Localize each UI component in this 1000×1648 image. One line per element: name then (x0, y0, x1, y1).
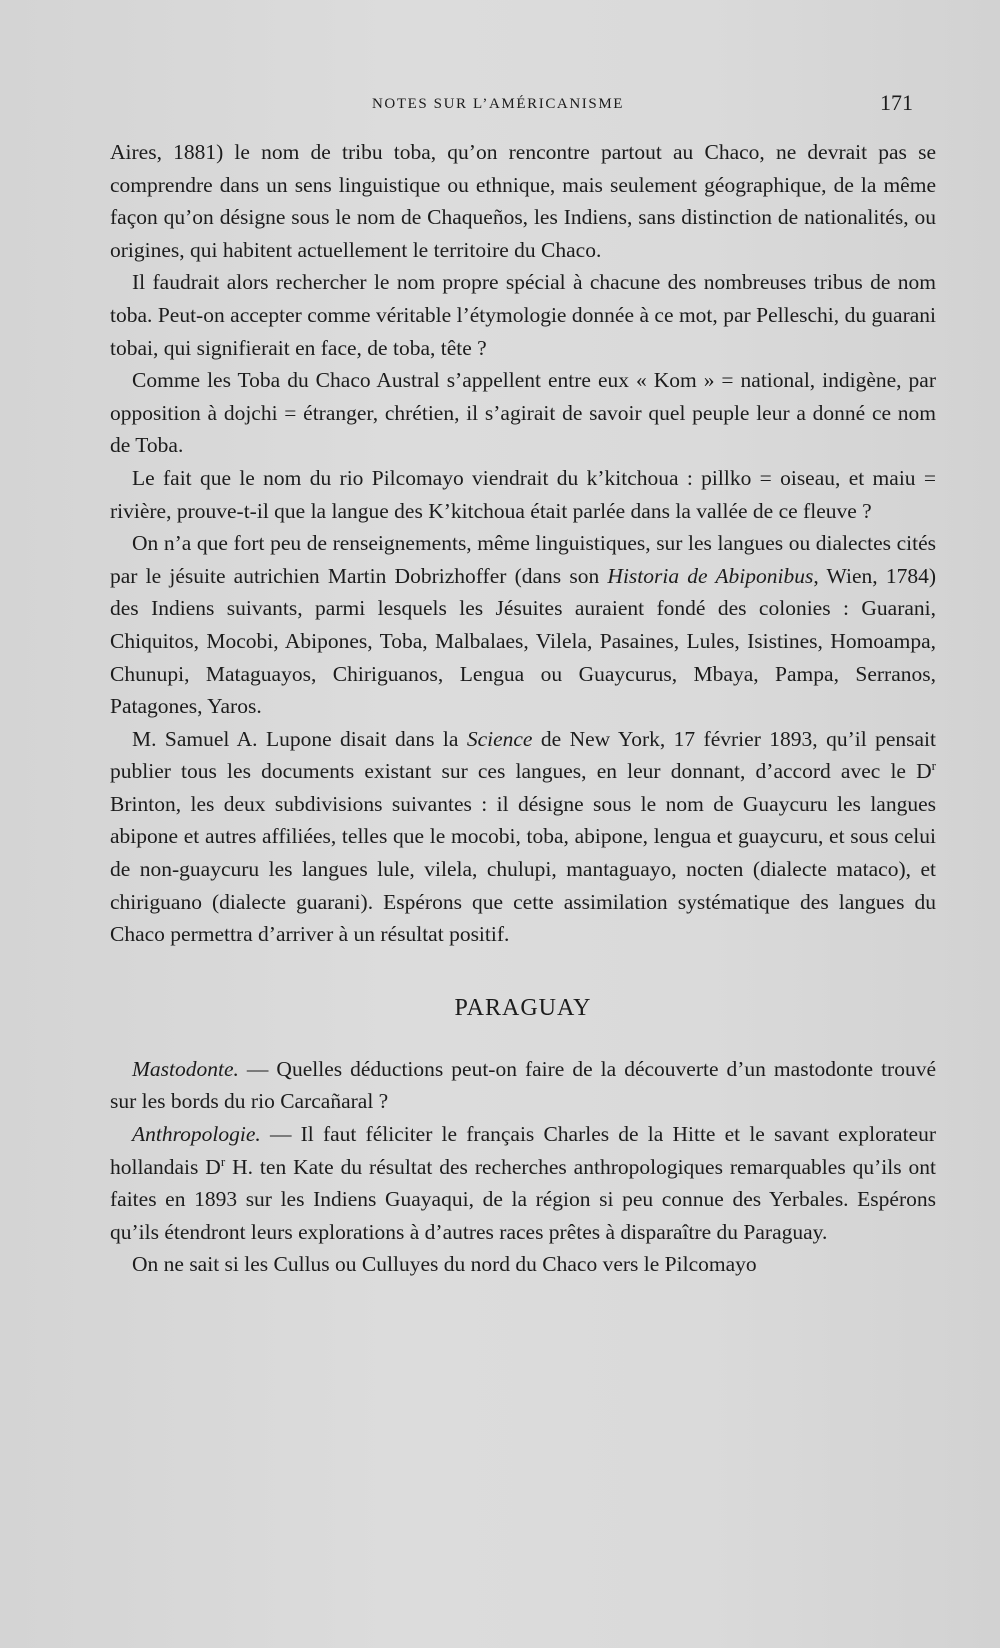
paragraph-text: — Quelles déductions peut-on faire de la découverte d’un mastodonte trouvé sur les bords du rio Carcañaral ? (110, 1056, 936, 1114)
run-in-heading: Mastodonte. (132, 1056, 239, 1081)
page-body (110, 136, 936, 1281)
page-number: 171 (880, 90, 913, 115)
book-title: Historia de Abiponibus (607, 563, 814, 588)
paragraph-text: H. ten Kate du résultat des recherches anthropologiques remarquables qu’ils ont faites en 1893 sur les Indiens Guayaqui, de la région si peu connue des Yerbales. Espérons qu’ils étendront leurs explorations à d’autres races prêtes à disparaître du Paraguay. (110, 1154, 936, 1244)
run-in-heading: Anthropologie. (132, 1122, 261, 1147)
paragraph-dobrizhoffer (110, 527, 936, 723)
journal-title: Science (466, 726, 533, 751)
page-header (0, 90, 1000, 118)
paragraph-kom: Comme les Toba du Chaco Austral s’appellent entre eux « Kom » = national, indigène, par opposition à dojchi = étranger, chrétien, il s’agirait de savoir quel peuple leur a donné ce nom de Toba. (110, 368, 936, 458)
paragraph-continued: Aires, 1881) le nom de tribu toba, qu’on rencontre partout au Chaco, ne devrait pas se comprendre dans un sens linguistique ou ethnique, mais seulement géographique, de la même façon qu’on désigne sous le nom de Chaqueños, les Indiens, sans distinction de nationalités, ou origines, qui habitent actuellement le territoire du Chaco. (110, 140, 936, 262)
paragraph-mastodonte (110, 1053, 936, 1118)
paragraph-text: , Wien, 1784) des Indiens suivants, parmi lesquels les Jésuites auraient fondé des colonies : Guarani, Chiquitos, Mocobi, Abipones, Toba, Malbalaes, Vilela, Pasaines, Lules, Isistines, Homoampa, Chunupi, Mataguayos, Chiriguanos, Lengua ou Guaycurus, Mbaya, Pampa, Serranos, Patagones, Yaros. (110, 563, 936, 719)
section-title: PARAGUAY (454, 994, 592, 1021)
paragraph-text: de New York, 17 février 1893, qu’il pensait publier tous les documents existant sur ces langues, en leur donnant, d’accord avec le D (110, 726, 936, 784)
paragraph-etymology: Il faudrait alors rechercher le nom propre spécial à chacune des nombreuses tribus de nom toba. Peut-on accepter comme véritable l’étymologie donnée à ce mot, par Pelleschi, du guarani tobai, qui signifierait en face, de toba, tête ? (110, 270, 936, 360)
paragraph-anthropologie (110, 1118, 936, 1248)
paragraph-text: — Il faut féliciter le français Charles de la Hitte et le savant explorateur hollandais D (110, 1122, 936, 1179)
paragraph-cullus: On ne sait si les Cullus ou Culluyes du nord du Chaco vers le Pilcomayo (132, 1252, 757, 1277)
superscript: r (220, 1153, 226, 1169)
paragraph-text: On n’a que fort peu de renseignements, même linguistiques, sur les langues ou dialectes cités par le jésuite autrichien Martin Dobrizhoffer (dans son (110, 531, 936, 588)
paragraph-pilcomayo: Le fait que le nom du rio Pilcomayo viendrait du k’kitchoua : pillko = oiseau, et maiu = rivière, prouve-t-il que la langue des K’kitchoua était parlée dans la vallée de ce fleuve ? (110, 465, 936, 523)
paragraph-text: Brinton, les deux subdivisions suivantes : il désigne sous le nom de Guaycuru les langues abipone et autres affiliées, telles que le mocobi, toba, abipone, lengua et guaycuru, et sous celui de non-guaycuru les langues lule, vilela, chulupi, mantaguayo, nocten (dialecte mataco), et chiriguano (dialecte guarani). Espérons que cette assimilation systématique des langues du Chaco permettra d’arriver à un résultat positif. (110, 791, 936, 947)
superscript: r (931, 758, 936, 774)
running-title: NOTES SUR L’AMÉRICANISME (372, 96, 625, 112)
paragraph-text: M. Samuel A. Lupone disait dans la (132, 726, 467, 751)
paragraph-lupone (110, 723, 936, 951)
